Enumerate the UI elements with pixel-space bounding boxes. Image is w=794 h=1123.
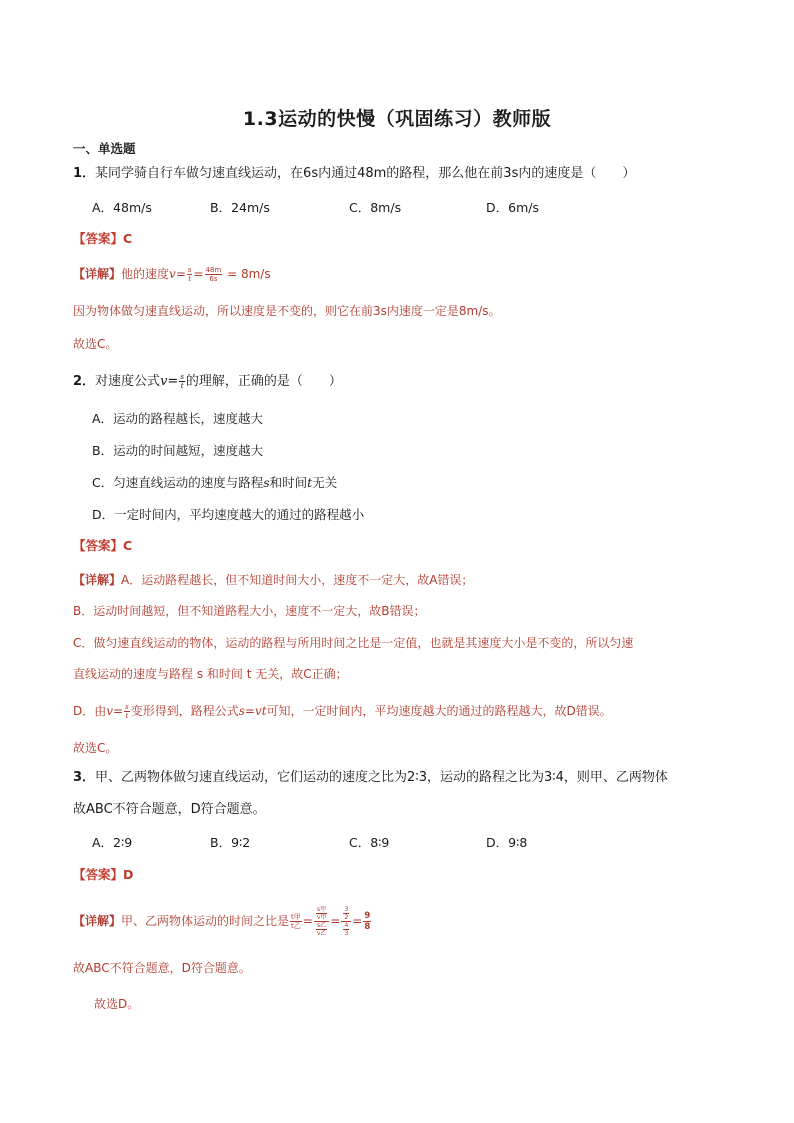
equals-sign: = (193, 267, 204, 281)
detail-text: 甲、乙两物体运动的时间之比是 (121, 914, 290, 928)
answer-tag: 【答案】 (73, 231, 124, 246)
frac-denominator: v甲 (316, 914, 327, 921)
option-text: C．匀速直线运动的速度与路程 (92, 475, 264, 490)
question-text: 甲、乙两物体做匀速直线运动，它们运动的速度之比为2∶3，运动的路程之比为3∶4，则甲、乙两物体 (95, 770, 668, 785)
frac-numerator: 3 (344, 906, 349, 913)
fraction-time-ratio (290, 913, 302, 930)
q1-option-d: D．6m/s (486, 200, 539, 215)
question-text: 的理解，正确的是（ ） (185, 374, 342, 389)
equals-sign: = (330, 914, 341, 928)
q2-detail-d (73, 701, 612, 721)
q3-option-d: D．9∶8 (486, 835, 528, 850)
velocity-symbol: v (106, 704, 114, 718)
detail-text: A．运动路程越长，但不知道时间大小，速度不一定大，故A错误； (121, 573, 474, 587)
page-title: 1.3运动的快慢（巩固练习）教师版 (242, 108, 552, 130)
fraction-s-over-v-yi (316, 922, 328, 937)
frac-numerator: t甲 (291, 913, 301, 921)
equals-sign: = (302, 914, 313, 928)
fraction-4-over-3 (343, 922, 349, 937)
fraction-48m-over-6s (205, 266, 223, 283)
q1-option-a: A．48m/s (92, 200, 152, 215)
question-text: 对速度公式 (95, 374, 161, 389)
fraction-compound-numbers (341, 906, 351, 937)
option-text: 无关 (312, 475, 338, 490)
q3-answer (73, 865, 133, 886)
fraction-s-over-t (187, 266, 193, 283)
frac-numerator: s (180, 373, 184, 381)
frac-denominator: t (180, 382, 184, 390)
q3-option-c: C．8∶9 (349, 835, 390, 850)
velocity-symbol: v (160, 374, 168, 389)
question-number: 1． (73, 166, 96, 181)
equals-sign: = (167, 374, 179, 389)
frac-denominator: t (188, 275, 192, 283)
frac-numerator: 48m (205, 266, 222, 274)
frac-numerator: 4 (344, 922, 349, 929)
fraction-3-over-2 (343, 906, 349, 921)
frac-denominator: v乙 (316, 930, 327, 937)
answer-tag: 【答案】 (73, 867, 124, 882)
frac-denominator: 6s (209, 275, 218, 283)
frac-denominator: 2 (344, 914, 349, 921)
answer-tag: 【答案】 (73, 538, 124, 553)
q2-detail-c1: C．做匀速直线运动的物体，运动的路程与所用时间之比是一定值，也就是其速度大小是不变的，所以匀速 (73, 636, 634, 650)
q1-answer (73, 229, 132, 250)
equals-sign: = (352, 914, 363, 928)
fraction-s-over-t (179, 373, 185, 390)
question-2 (73, 372, 342, 392)
q2-detail-c2: 直线运动的速度与路程 s 和时间 t 无关，故C正确； (73, 667, 348, 681)
detail-text: 可知，一定时间内，平均速度越大的通过的路程越大，故D错误。 (266, 704, 612, 718)
section-heading: 一、单选题 (73, 141, 136, 156)
frac-denominator: 8 (364, 922, 371, 932)
q2-option-a: A．运动的路程越长，速度越大 (92, 411, 264, 426)
q2-option-c (92, 473, 337, 491)
frac-numerator: s甲 (317, 906, 327, 913)
detail-text: 变形得到，路程公式 (130, 704, 239, 718)
question-number: 2． (73, 374, 96, 389)
frac-numerator: s乙 (317, 922, 327, 929)
question-3-line-2: 故ABC不符合题意，D符合题意。 (73, 802, 266, 817)
q3-option-a: A．2∶9 (92, 835, 133, 850)
detail-result: = 8m/s (227, 267, 271, 281)
frac-numerator: s (125, 703, 129, 711)
q2-conclusion: 故选C。 (73, 741, 118, 755)
detail-prefix: 他的速度 (121, 267, 170, 281)
q2-answer (73, 536, 132, 557)
frac-denominator: 3 (344, 930, 349, 937)
answer-value: C (123, 231, 133, 246)
fraction-s-over-v-jia (316, 906, 328, 921)
question-text: 某同学骑自行车做匀速直线运动，在6s内通过48m的路程，那么他在前3s内的速度是（ ） (95, 166, 636, 181)
answer-value: C (123, 538, 133, 553)
equals-sign: = (175, 267, 186, 281)
question-1 (73, 164, 635, 184)
q3-detail (73, 906, 372, 937)
frac-numerator: s (187, 266, 192, 274)
q2-option-d: D．一定时间内，平均速度越大的通过的路程越小 (92, 507, 365, 522)
detail-text: D．由 (73, 704, 107, 718)
frac-denominator: t乙 (291, 922, 301, 930)
q2-option-b: B．运动的时间越短，速度越大 (92, 443, 264, 458)
option-text: 和时间 (269, 475, 308, 490)
q1-option-b: B．24m/s (210, 200, 270, 215)
symbol-s: s (263, 475, 270, 490)
fraction-compound-sv (314, 906, 330, 937)
detail-tag: 【详解】 (73, 573, 122, 587)
q1-conclusion: 故选C。 (73, 337, 118, 351)
answer-value: D (123, 867, 134, 882)
q3-conclusion: 故选D。 (94, 997, 140, 1011)
frac-numerator: 9 (364, 911, 371, 921)
q1-option-c: C．8m/s (349, 200, 402, 215)
q3-detail-line-2: 故ABC不符合题意，D符合题意。 (73, 961, 251, 975)
symbol-t: t (307, 475, 313, 490)
q2-detail-a (73, 570, 473, 590)
fraction-9-over-8 (363, 911, 371, 932)
q2-detail-b: B．运动时间越短，但不知道路程大小，速度不一定大，故B错误； (73, 604, 426, 618)
q3-option-b: B．9∶2 (210, 835, 251, 850)
q1-detail (73, 264, 271, 284)
detail-tag: 【详解】 (73, 914, 122, 928)
velocity-symbol: v (169, 267, 176, 281)
detail-tag: 【详解】 (73, 267, 122, 281)
equals-sign: = (113, 704, 124, 718)
fraction-s-over-t (124, 703, 130, 720)
question-3 (73, 768, 668, 788)
question-number: 3． (73, 770, 96, 785)
q1-detail-line-2: 因为物体做匀速直线运动，所以速度是不变的，则它在前3s内速度一定是8m/s。 (73, 304, 501, 318)
frac-denominator: t (125, 712, 129, 720)
formula: s=vt (238, 704, 267, 718)
